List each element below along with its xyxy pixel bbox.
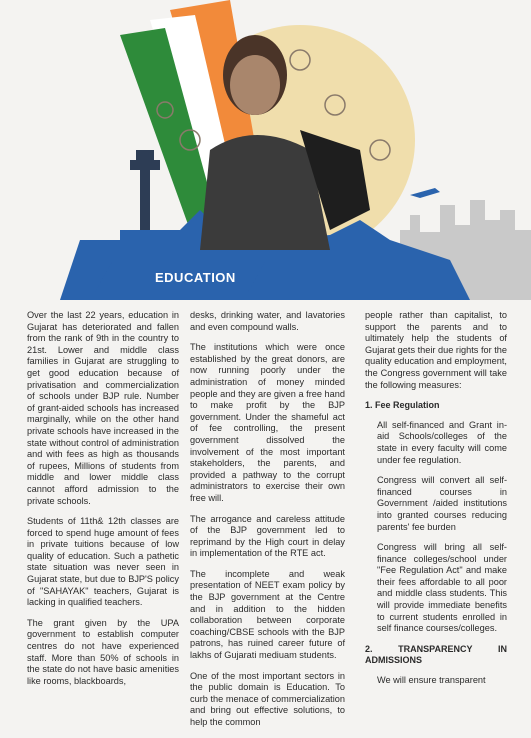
- divider: [0, 300, 531, 304]
- heading-transparency: 2. TRANSPARENCY IN ADMISSIONS: [365, 643, 507, 666]
- paragraph: All self-financed and Grant in-aid Schools/colleges of the state in every faculty will come under fee regulation.: [377, 419, 507, 465]
- paragraph: The incomplete and weak presentation of NEET exam policy by the BJP government at the Centre and in addition to the hidden collaboration between corporate coaching/CBSE schools with the BJP patrons, has ruined career future of lakhs of Gujarati mediuam students.: [190, 568, 345, 661]
- paragraph: Over the last 22 years, education in Gujarat has deteriorated and fallen from the rank of 9th in the country to 21st. Lower and middle class families in Gujarat are struggling to get good education because of privatisation and commercialization of schools under BJP rule. Number of grant-aided schools has increased marginally, while on the other hand private schools have increased in the state without control of administration and with fees as high as thousands of rupees, Millions of students from middle and lower middle class cannot afford admission to the private schools.: [27, 310, 179, 506]
- paragraph: One of the most important sectors in the public domain is Education. To curb the menace of commercialization and bring out effective solutions, to help the common: [190, 670, 345, 727]
- airplane-icon: [410, 188, 440, 198]
- hero-graphic: [0, 0, 531, 300]
- paragraph: The institutions which were once established by the great donors, are now running poorly under the administration of money minded people and they are given a free hand to make profit by the BJP government. Under the shameful act of fee controlling, the present government dissolved the involvement of the most important stakeholders, the parents, and provided a pathway to the corrupt administrators to exercise their own free will.: [190, 342, 345, 503]
- column-2: [190, 310, 345, 738]
- column-3: [365, 310, 507, 696]
- paragraph: desks, drinking water, and lavatories and even compound walls.: [190, 310, 345, 332]
- section-title: EDUCATION: [155, 270, 236, 285]
- paragraph: The arrogance and careless attitude of the BJP government led to reprimand by the High court in delay in implementation of the RTE act.: [190, 513, 345, 559]
- heading-fee-regulation: 1. Fee Regulation: [365, 400, 440, 411]
- paragraph: We will ensure transparent: [377, 675, 486, 686]
- paragraph: The grant given by the UPA government to establish computer centres do not have experienced staff. More than 50% of schools in the state do not have basic amenities like rooms, blackboards,: [27, 617, 179, 686]
- hero-illustration: [0, 0, 531, 300]
- paragraph: people rather than capitalist, to support the parents and to ultimately help the students of Gujarat gets their due rights for the quality education and employment, the Congress government will take the following measures:: [365, 310, 507, 390]
- paragraph: Students of 11th& 12th classes are forced to spend huge amount of fees in private tuitions because of low quality of education. Such a pathetic state situation was never seen in Gujarat state, but due to BJP'S policy of "SAHAYAK" teachers, Gujarat is lacking in qualified teachers.: [27, 516, 179, 608]
- paragraph: Congress will convert all self-financed courses in Government /aided institutions into granted courses reducing parents' fee burden: [377, 475, 507, 532]
- column-1: [27, 310, 179, 696]
- paragraph: Congress will bring all self-finance colleges/school under "Fee Regulation Act" and make their fees affordable to all poor and middle class students. This will provide immediate benefits to current students enrolled in self finance courses/colleges.: [377, 542, 507, 634]
